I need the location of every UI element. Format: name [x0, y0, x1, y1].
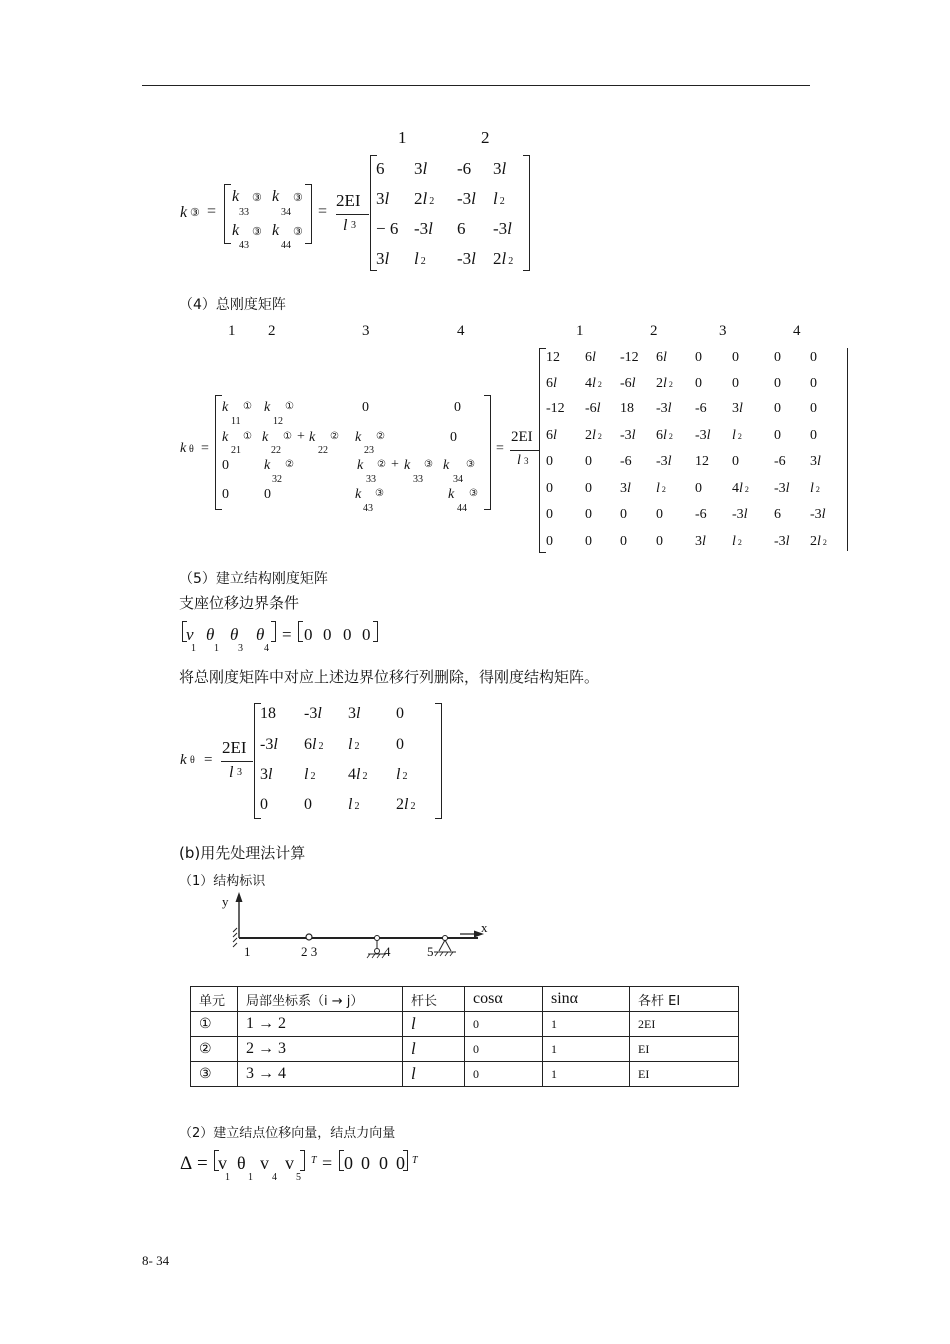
ktotal-left-sym: k	[264, 458, 271, 473]
matrix-cell: 6l	[546, 376, 557, 391]
ktotal-left-plus: +	[391, 457, 399, 472]
matrix-cell: 0	[774, 428, 781, 443]
matrix-cell: 0	[695, 350, 702, 365]
matrix-cell: -3l	[260, 736, 278, 753]
matrix-cell: 6l	[546, 428, 557, 443]
ktotal-coef-fraction-line	[510, 450, 539, 451]
matrix-cell: -3l	[304, 705, 322, 722]
delta-value: 0	[344, 1153, 353, 1173]
ktotal-coef-num: 2EI	[511, 429, 533, 445]
ktotal-right-col-header: 4	[793, 323, 801, 339]
kstruct-coef-den-exp: 3	[237, 767, 242, 778]
boundary-var: θ	[256, 625, 265, 644]
ktotal-left-sub: 32	[272, 474, 282, 485]
k3-col-header-1: 1	[398, 128, 407, 147]
kstruct-matrix-grid	[260, 705, 435, 817]
k3-sub: 44	[281, 240, 291, 251]
boundary-value: 0	[323, 625, 332, 644]
ktotal-left-zero: 0	[222, 487, 229, 502]
matrix-cell: 12	[695, 454, 709, 469]
matrix-cell: 0	[810, 376, 817, 391]
matrix-cell: -3l	[732, 507, 748, 522]
ktotal-left-sym: k	[309, 430, 316, 445]
kstruct-equals: =	[204, 752, 213, 768]
boundary-var: v	[186, 625, 194, 644]
ktotal-left-col-header: 1	[228, 323, 236, 339]
matrix-cell: 6l 2	[656, 428, 673, 443]
matrix-cell: 18	[260, 705, 276, 722]
matrix-cell: 2l 2	[585, 428, 602, 443]
table-row	[191, 1012, 739, 1037]
matrix-cell: 6	[457, 219, 466, 238]
k3-coef-den: l	[343, 217, 348, 234]
th-cos: cosα	[465, 987, 543, 1012]
section-5-title: （5）建立结构刚度矩阵	[179, 571, 328, 587]
matrix-cell: -3l	[656, 401, 672, 416]
ktotal-left-sym: k	[443, 458, 450, 473]
td-cos: 0	[465, 1037, 543, 1062]
matrix-cell: 0	[546, 507, 553, 522]
matrix-cell: -6	[695, 507, 707, 522]
matrix-cell: 3l	[348, 705, 361, 722]
k3-label-mark: ③	[190, 207, 200, 219]
matrix-cell: -12	[620, 350, 639, 365]
matrix-cell: 0	[585, 481, 592, 496]
td-length: l	[403, 1012, 465, 1037]
ktotal-left-col-header: 2	[268, 323, 276, 339]
delta-var: v	[285, 1153, 294, 1173]
matrix-cell: 4l 2	[732, 481, 749, 496]
th-local-coords: 局部坐标系（i → j）	[238, 987, 403, 1012]
matrix-cell: 6l 2	[304, 736, 324, 753]
delta-var: θ	[237, 1153, 246, 1173]
ktotal-coef-den-exp: 3	[524, 456, 529, 466]
ktotal-left-sub: 12	[273, 416, 283, 427]
td-element: ③	[191, 1062, 238, 1087]
matrix-cell: -3l	[695, 428, 711, 443]
boundary-bracket-r2	[373, 621, 378, 642]
matrix-cell: 2l 2	[414, 189, 435, 208]
matrix-cell: 3l	[493, 159, 507, 178]
matrix-cell: -3l	[774, 534, 790, 549]
boundary-value: 0	[304, 625, 313, 644]
node-label-5: 5	[427, 944, 434, 959]
matrix-cell: 0	[810, 428, 817, 443]
matrix-cell: 0	[304, 796, 312, 813]
ktotal-left-sub: 33	[413, 474, 423, 485]
td-sin: 1	[543, 1062, 630, 1087]
k3-matrix-grid	[376, 157, 526, 269]
td-element: ①	[191, 1012, 238, 1037]
td-sin: 1	[543, 1037, 630, 1062]
delta-bracket-r1	[300, 1150, 305, 1171]
ktotal-matrix-bracket-l	[539, 348, 546, 553]
ktotal-left-sub: 23	[364, 445, 374, 456]
node-label-1: 1	[244, 944, 251, 959]
matrix-cell: 3l	[732, 401, 743, 416]
ktotal-left-mark: ①	[243, 431, 252, 442]
matrix-cell: 0	[585, 507, 592, 522]
ktotal-left-sub: 21	[231, 445, 241, 456]
td-coords: 3 → 4	[238, 1062, 403, 1087]
boundary-value: 0	[343, 625, 352, 644]
table-row	[191, 1062, 739, 1087]
matrix-cell: 3l	[810, 454, 821, 469]
y-axis-arrow	[236, 892, 243, 902]
k3-col-header-2: 2	[481, 128, 490, 147]
matrix-cell: l 2	[810, 481, 820, 496]
delta-sub: 5	[296, 1172, 301, 1183]
matrix-cell: − 6	[376, 219, 399, 238]
ktotal-left-sub: 43	[363, 503, 373, 514]
matrix-cell: 3l	[414, 159, 428, 178]
ktotal-left-sym: k	[222, 400, 229, 415]
ktotal-left-zero: 0	[454, 400, 461, 415]
matrix-cell: 0	[396, 705, 404, 722]
matrix-cell: 0	[810, 350, 817, 365]
node-label-4: 4	[384, 944, 391, 959]
matrix-cell: 0	[695, 481, 702, 496]
matrix-cell: l 2	[348, 736, 360, 753]
ktotal-left-zero: 0	[222, 458, 229, 473]
k3-sym: k	[232, 188, 240, 205]
td-ei: EI	[630, 1037, 739, 1062]
k3-left-bracket-l	[224, 184, 231, 244]
ktotal-right-col-header: 1	[576, 323, 584, 339]
td-element: ②	[191, 1037, 238, 1062]
ktotal-left-col-header: 4	[457, 323, 465, 339]
ktotal-left-mark: ①	[283, 431, 292, 442]
matrix-cell: l 2	[656, 481, 666, 496]
ktotal-left-mark: ①	[243, 401, 252, 412]
delta-sub: 4	[272, 1172, 277, 1183]
matrix-cell: l 2	[396, 766, 408, 783]
k3-sub: 43	[239, 240, 249, 251]
matrix-cell: -6	[774, 454, 786, 469]
matrix-cell: 3l	[260, 766, 273, 783]
ktotal-matrix-bracket-r	[847, 348, 848, 551]
table-header-row	[191, 987, 739, 1012]
matrix-cell: l 2	[304, 766, 316, 783]
matrix-cell: 0	[656, 507, 663, 522]
matrix-cell: 0	[810, 401, 817, 416]
k3-coef-num: 2EI	[336, 191, 361, 210]
matrix-cell: 18	[620, 401, 634, 416]
k3-coef-den-exp: 3	[351, 220, 356, 231]
matrix-cell: -3l	[620, 428, 636, 443]
delete-text: 将总刚度矩阵中对应上述边界位移行列删除，得刚度结构矩阵。	[179, 668, 600, 686]
ktotal-left-sub: 44	[457, 503, 467, 514]
matrix-cell: 0	[260, 796, 268, 813]
boundary-equals: =	[282, 625, 292, 644]
fixed-support-icon	[233, 928, 237, 947]
matrix-cell: l 2	[732, 534, 742, 549]
matrix-cell: -6	[457, 159, 472, 178]
td-coords: 1 → 2	[238, 1012, 403, 1037]
boundary-bracket-r1	[271, 621, 276, 642]
matrix-cell: 0	[656, 534, 663, 549]
ktotal-left-mark: ②	[376, 431, 385, 442]
matrix-cell: 3l	[695, 534, 706, 549]
matrix-cell: 4l 2	[348, 766, 368, 783]
matrix-cell: -6	[695, 401, 707, 416]
k3-sub: 34	[281, 207, 291, 218]
matrix-cell: 0	[774, 350, 781, 365]
ktotal-left-mark: ②	[330, 431, 339, 442]
ktotal-left-sym: k	[357, 458, 364, 473]
matrix-cell: 0	[732, 454, 739, 469]
ktotal-left-mark: ③	[466, 459, 475, 470]
k3-mark: ③	[252, 226, 262, 238]
header-rule	[142, 85, 810, 86]
matrix-cell: l 2	[414, 249, 426, 268]
ktotal-left-plus: +	[297, 429, 305, 444]
delta-var: v	[218, 1153, 227, 1173]
section-b-title: (b)用先处理法计算	[179, 844, 306, 862]
delta-equals-2: =	[322, 1153, 333, 1173]
delta-equals-1: =	[197, 1153, 208, 1174]
matrix-cell: 0	[546, 534, 553, 549]
ktotal-coef-den: l	[517, 453, 521, 468]
matrix-cell: 0	[774, 376, 781, 391]
matrix-cell: -6	[620, 454, 632, 469]
td-length: l	[403, 1037, 465, 1062]
boundary-label: 支座位移边界条件	[179, 594, 300, 612]
k3-mark: ③	[252, 192, 262, 204]
ktotal-left-col-header: 3	[362, 323, 370, 339]
ktotal-left-mark: ①	[285, 401, 294, 412]
td-length: l	[403, 1062, 465, 1087]
boundary-var: θ	[230, 625, 239, 644]
ktotal-left-zero: 0	[264, 487, 271, 502]
ktotal-left-bracket-l	[215, 395, 222, 510]
kstruct-label-sub: θ	[190, 755, 195, 766]
delta-bracket-r2	[403, 1150, 408, 1171]
th-element: 单元	[191, 987, 238, 1012]
k3-left-bracket-r	[305, 184, 312, 244]
matrix-cell: 4l 2	[585, 376, 602, 391]
matrix-cell: -3l	[810, 507, 826, 522]
matrix-cell: -3l	[774, 481, 790, 496]
k3-coef-fraction-line	[336, 214, 369, 215]
matrix-cell: 2l 2	[810, 534, 827, 549]
ktotal-left-mark: ②	[285, 459, 294, 470]
ktotal-left-mark: ③	[375, 488, 384, 499]
k3-sym: k	[272, 188, 280, 205]
td-cos: 0	[465, 1062, 543, 1087]
matrix-cell: 0	[585, 454, 592, 469]
delta-sub: 1	[225, 1172, 230, 1183]
hinge-icon	[306, 934, 312, 940]
ktotal-left-sub: 22	[271, 445, 281, 456]
matrix-cell: 2l 2	[396, 796, 416, 813]
th-length: 杆长	[403, 987, 465, 1012]
k3-sym: k	[272, 222, 280, 239]
delta-var: v	[260, 1153, 269, 1173]
ktotal-matrix-grid	[546, 349, 846, 550]
matrix-cell: 0	[732, 376, 739, 391]
matrix-cell: -3l	[414, 219, 433, 238]
ktotal-left-sym: k	[264, 400, 271, 415]
kstruct-coef-num: 2EI	[222, 738, 247, 757]
matrix-cell: 2l 2	[656, 376, 673, 391]
matrix-cell: 0	[732, 350, 739, 365]
k3-mark: ③	[293, 226, 303, 238]
k3-mark: ③	[293, 192, 303, 204]
matrix-cell: l 2	[348, 796, 360, 813]
k3-sub: 33	[239, 207, 249, 218]
boundary-sub: 1	[191, 643, 196, 654]
ktotal-left-mark: ③	[469, 488, 478, 499]
y-axis-label: y	[222, 894, 229, 909]
matrix-cell: -3l	[457, 249, 476, 268]
th-ei: 各杆 EI	[630, 987, 739, 1012]
element-table	[190, 986, 739, 1087]
boundary-sub: 3	[238, 643, 243, 654]
table-row	[191, 1037, 739, 1062]
boundary-value: 0	[362, 625, 371, 644]
matrix-cell: 6l	[585, 350, 596, 365]
td-ei: EI	[630, 1062, 739, 1087]
boundary-var: θ	[206, 625, 215, 644]
matrix-cell: -6l	[620, 376, 636, 391]
kstruct-coef-den: l	[229, 764, 234, 781]
boundary-sub: 1	[214, 643, 219, 654]
ktotal-left-zero: 0	[362, 400, 369, 415]
td-ei: 2EI	[630, 1012, 739, 1037]
matrix-cell: 3l	[620, 481, 631, 496]
matrix-cell: 3l	[376, 249, 390, 268]
ktotal-left-sym: k	[355, 430, 362, 445]
kstruct-label: k	[180, 752, 187, 768]
matrix-cell: -3l	[656, 454, 672, 469]
ktotal-equals-2: =	[496, 441, 504, 456]
matrix-cell: 0	[546, 454, 553, 469]
matrix-cell: 6	[376, 159, 385, 178]
ktotal-label: k	[180, 441, 187, 456]
matrix-cell: 2l 2	[493, 249, 514, 268]
ktotal-left-sub: 11	[231, 416, 241, 427]
node-label-23: 2 3	[301, 944, 318, 959]
ktotal-right-col-header: 3	[719, 323, 727, 339]
k3-equals-1: =	[207, 203, 217, 220]
delta-symbol: Δ	[180, 1153, 193, 1174]
matrix-cell: 12	[546, 350, 560, 365]
page-number: 8- 34	[142, 1253, 170, 1268]
matrix-cell: 0	[620, 534, 627, 549]
ktotal-label-sub: θ	[189, 444, 194, 455]
matrix-cell: 0	[396, 736, 404, 753]
matrix-cell: 6	[774, 507, 781, 522]
matrix-cell: 3l	[376, 189, 390, 208]
ktotal-right-col-header: 2	[650, 323, 658, 339]
b2-title: （2）建立结点位移向量，结点力向量	[179, 1126, 396, 1141]
delta-value: 0	[361, 1153, 370, 1173]
ktotal-left-sym: k	[404, 458, 411, 473]
matrix-cell: 0	[546, 481, 553, 496]
matrix-cell: 0	[695, 376, 702, 391]
x-axis-label: x	[481, 920, 488, 935]
boundary-sub: 4	[264, 643, 269, 654]
matrix-cell: l 2	[493, 189, 505, 208]
k3-sym: k	[232, 222, 240, 239]
ktotal-left-sub: 34	[453, 474, 463, 485]
ktotal-left-mark: ③	[424, 459, 433, 470]
td-sin: 1	[543, 1012, 630, 1037]
ktotal-left-sub: 22	[318, 445, 328, 456]
matrix-cell: 6l	[656, 350, 667, 365]
matrix-cell: l 2	[732, 428, 742, 443]
matrix-cell: -6l	[585, 401, 601, 416]
delta-sub: 1	[248, 1172, 253, 1183]
td-cos: 0	[465, 1012, 543, 1037]
boundary-bracket-l2	[298, 621, 303, 642]
section-4-title: （4）总刚度矩阵	[179, 297, 286, 313]
kstruct-bracket-r	[435, 703, 442, 819]
ktotal-left-sym: k	[355, 487, 362, 502]
delta-value: 0	[396, 1153, 405, 1173]
ktotal-left-sym: k	[262, 430, 269, 445]
ktotal-left-zero: 0	[450, 430, 457, 445]
k3-label: k	[180, 204, 188, 221]
ktotal-equals-1: =	[201, 441, 209, 456]
matrix-cell: -12	[546, 401, 565, 416]
ktotal-left-sym: k	[448, 487, 455, 502]
td-coords: 2 → 3	[238, 1037, 403, 1062]
th-sin: sinα	[543, 987, 630, 1012]
delta-value: 0	[379, 1153, 388, 1173]
k3-equals-2: =	[318, 203, 328, 220]
matrix-cell: 0	[774, 401, 781, 416]
matrix-cell: -3l	[457, 189, 476, 208]
ktotal-left-mark: ②	[377, 459, 386, 470]
delta-transpose: T	[311, 1155, 317, 1166]
ktotal-left-sym: k	[222, 430, 229, 445]
ktotal-left-bracket-r	[484, 395, 491, 510]
matrix-cell: 0	[585, 534, 592, 549]
matrix-cell: 0	[620, 507, 627, 522]
matrix-cell: -3l	[493, 219, 512, 238]
beam-diagram	[220, 890, 500, 965]
ktotal-left-sub: 33	[366, 474, 376, 485]
kstruct-coef-fraction-line	[221, 761, 253, 762]
delta-transpose-2: T	[412, 1155, 418, 1166]
b1-title: （1）结构标识	[179, 874, 266, 889]
